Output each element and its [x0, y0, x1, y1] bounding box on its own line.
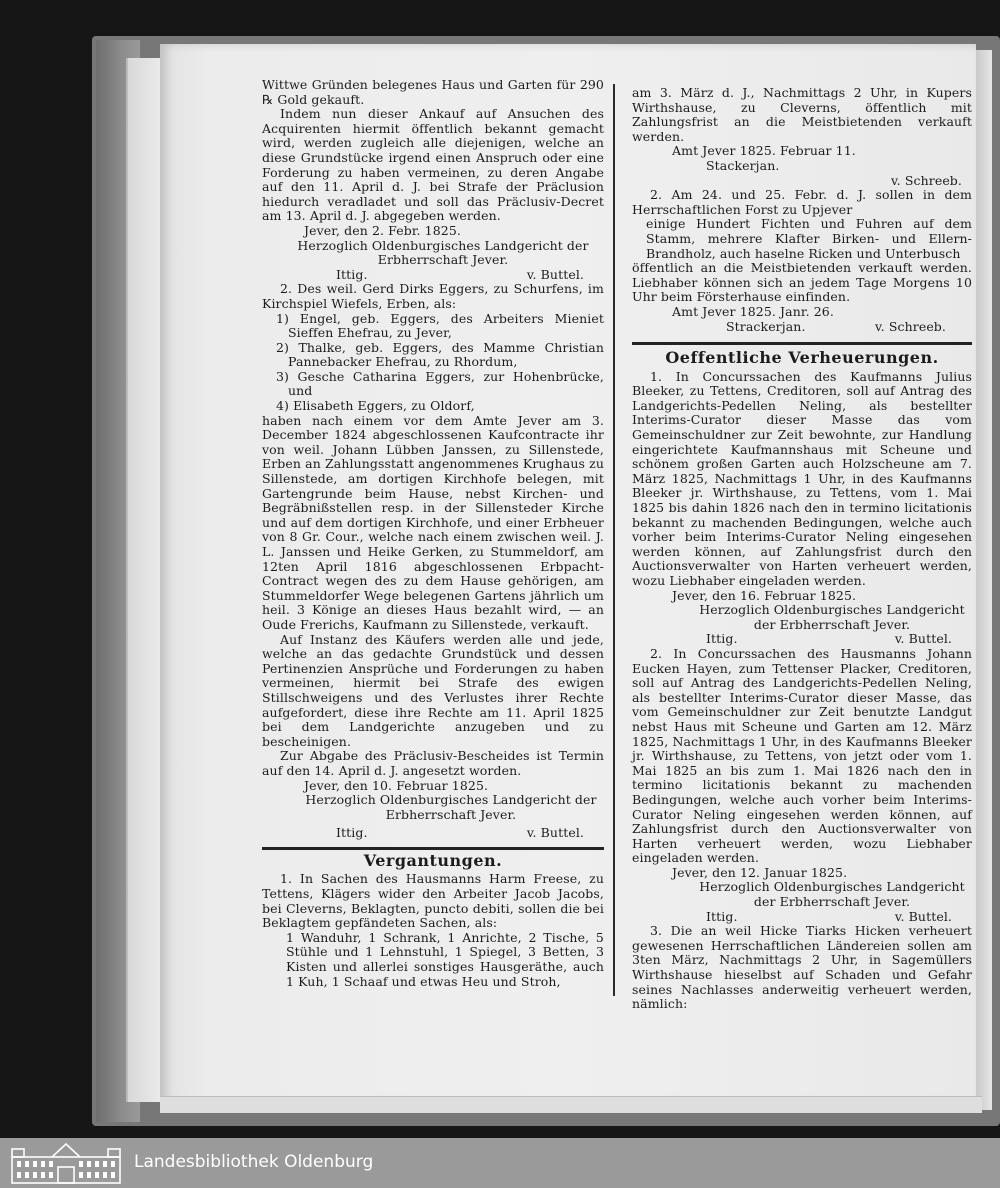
date-line: Amt Jever 1825. Februar 11. — [672, 143, 856, 159]
paragraph: einige Hundert Fichten und Fuhren auf dem Stamm, mehrere Klafter Birken- und Ellern-Brandholz, auch haselne Ricken und Unterbusch — [646, 216, 972, 261]
signature-right: v. Buttel. — [526, 825, 584, 841]
signature-line — [262, 826, 604, 841]
paragraph: 1. In Sachen des Hausmanns Harm Freese, zu Tettens, Klägers wider den Arbeiter Jacob Jacobs, bei Cleverns, Beklagten, puncto debiti, sollen die bei Beklagtem gepfändeten Sachen, als: — [262, 871, 604, 931]
signature-right: v. Buttel. — [526, 266, 584, 282]
signature-left: Ittig. — [336, 266, 368, 282]
paragraph: 3. Die an weil Hicke Tiarks Hicken verheuert gewesenen Herrschaftlichen Ländereien sollen am 3ten März, Nachmittags 2 Uhr, in Sagemüllers Wirthshause hieselbst auf Schaden und Gefahr seines Nachlasses anderweitig verheuert werden, nämlich: — [632, 923, 972, 1012]
date-line: Amt Jever 1825. Janr. 26. — [672, 303, 834, 319]
paragraph: Zur Abgabe des Präclusiv-Bescheides ist Termin auf den 14. April d. J. angesetzt worden. — [262, 748, 604, 778]
paragraph: 1 Wanduhr, 1 Schrank, 1 Anrichte, 2 Tische, 5 Stühle und 1 Lehnstuhl, 1 Spiegel, 3 Betten, 3 Kisten und allerlei sonstiges Hausgeräthe, auch 1 Kuh, 1 Schaaf und etwas Heu und Stroh, — [286, 929, 604, 989]
date-line: Jever, den 2. Febr. 1825. — [304, 222, 461, 238]
signature-line — [632, 632, 972, 647]
signature-right: v. Schreeb. — [891, 172, 962, 188]
heirs-list — [262, 312, 604, 414]
library-building-logo-icon — [8, 1141, 124, 1185]
signature-right: v. Buttel. — [894, 631, 952, 647]
signature-left: Ittig. — [706, 631, 738, 647]
list-item: 2) Thalke, geb. Eggers, des Mamme Christian Pannebacker Ehefrau, zu Rhordum, — [276, 339, 604, 370]
signature-right: v. Schreeb. — [875, 318, 946, 334]
paragraph: öffentlich an die Meistbietenden verkauft werden. Liebhaber können sich an jedem Tage Morgens 10 Uhr beim Försterhause einfinden. — [632, 260, 972, 305]
list-item: 4) Elisabeth Eggers, zu Oldorf, — [276, 398, 475, 414]
date-line: Jever, den 16. Februar 1825. — [672, 587, 857, 603]
signature-line — [632, 910, 972, 925]
court-signature: Herzoglich Oldenburgisches Landgericht der Erbherrschaft Jever. — [699, 879, 965, 910]
signature-left: Strackerjan. — [726, 318, 806, 334]
paragraph: Wittwe Gründen belegenes Haus und Garten für 290 ℞ Gold gekauft. — [262, 77, 604, 107]
page-bottom-edge — [160, 1096, 982, 1113]
date-line: Jever, den 12. Januar 1825. — [672, 864, 848, 880]
paragraph: haben nach einem vor dem Amte Jever am 3. December 1824 abgeschlossenen Kaufcontracte ihr von weil. Johann Lübben Janssen, zu Sillenstede, Erben an Zahlungsstatt angenommenes Krughaus zu Sillenstede, am dortigen Kirchhofe belegen, mit Gartengrunde beim Hause, nebst Kirchen- und Begräbnißstellen resp. in der Sillensteder Kirche und auf dem dortigen Kirchhofe, und einer Erbheuer von 8 Gr. Cour., welche nach einem zwischen weil. J. L. Janssen und Heike Gerken, zu Stummeldorf, am 12ten April 1816 abgeschlossenen Erbpacht-Contract wegen des zu dem Hause gehörigen, am Stummeldorfer Wege belegenen Gartens jährlich um heil. 3 Könige an dieses Haus bezahlt wird, — an Oude Frerichs, Kaufmann zu Sillenstede, verkauft. — [262, 412, 604, 632]
section-heading: Oeffentliche Verheuerungen. — [665, 348, 939, 368]
paragraph: Indem nun dieser Ankauf auf Ansuchen des Acquirenten hiermit öffentlich bekannt gemacht wird, werden zugleich alle diejenigen, welche an diese Grundstücke irgend einen Anspruch oder eine Forderung zu haben vermeinen, zu deren Angabe auf den 11. April d. J. bei Strafe der Präclusion hiedurch veradladet und soll das Präclusiv-Decret am 13. April d. J. abgegeben werden. — [262, 106, 604, 224]
left-column — [262, 78, 604, 989]
right-column — [632, 86, 972, 1012]
signature-line — [262, 268, 604, 283]
paragraph: 1. In Concurssachen des Kaufmanns Julius Bleeker, zu Tettens, Creditoren, soll auf Antrag des Landgerichts-Pedellen Neling, als bestellter Interims-Curator dieser Masse das vom Gemeinschuldner zur Zeit bewohnte, zur Handlung eingerichtete Kaufmannshaus mit Scheune und schönem großen Garten auch Holzscheune am 7. März 1825, Nachmittags 1 Uhr, in des Kaufmanns Bleeker jr. Wirthshause, zu Tettens, vom 1. Mai 1825 bis dahin 1826 nach den in termino licitationis bekannt zu machenden Bedingungen, welche auch vorher beim Interims-Curator Neling eingesehen werden können, auf Zahlungsfrist durch den Auctionsverwalter von Harten verheuert werden, wozu Liebhaber eingeladen werden. — [632, 368, 972, 588]
paragraph: Auf Instanz des Käufers werden alle und jede, welche an das gedachte Grundstück und dessen Pertinenzien Ansprüche und Forderungen zu haben vermeinen, hiermit bei Strafe des ewigen Stillschweigens und des Verlustes ihrer Rechte aufgefordert, diese ihre Rechte am 11. April 1825 bei dem Landgerichte anzugeben und zu bescheinigen. — [262, 631, 604, 749]
list-item: 1) Engel, geb. Eggers, des Arbeiters Mieniet Sieffen Ehefrau, zu Jever, — [276, 310, 604, 341]
page-right-edge — [976, 50, 992, 1110]
court-signature: Herzoglich Oldenburgisches Landgericht der Erbherrschaft Jever. — [699, 602, 965, 632]
signature-right: v. Buttel. — [894, 908, 952, 924]
paragraph: 2. Am 24. und 25. Febr. d. J. sollen in dem Herrschaftlichen Forst zu Upjever — [632, 187, 972, 217]
list-item: 3) Gesche Catharina Eggers, zur Hohenbrücke, und — [276, 368, 604, 399]
date-line: Jever, den 10. Februar 1825. — [304, 777, 489, 793]
signature-left: Stackerjan. — [706, 157, 780, 173]
paragraph: 2. In Concurssachen des Hausmanns Johann Eucken Hayen, zum Tettenser Placker, Creditoren, soll auf Antrag des Landgerichts-Pedellen Neling, als bestellter Interims-Curator dieser Masse, das vom Gemeinschuldner zur Zeit benutzte Landgut nebst Haus mit Scheune und Garten am 12. März 1825, Nachmittags 1 Uhr, in des Kaufmanns Bleeker jr. Wirthshause, zu Tettens, von jetzt oder vom 1. Mai 1825 an bis zum 1. Mai 1826 nach den in termino licitationis bekannt zu machenden Bedingungen, welche auch vorher beim Interims-Curator Neling eingesehen werden können, auf Zahlungsfrist durch den Auctionsverwalter von Harten verheuert werden, wozu Liebhaber eingeladen werden. — [632, 645, 972, 866]
signature-line — [632, 320, 972, 335]
court-signature: Herzoglich Oldenburgisches Landgericht der Erbherrschaft Jever. — [305, 792, 597, 822]
library-name[interactable]: Landesbibliothek Oldenburg — [134, 1152, 374, 1172]
section-rule — [262, 847, 604, 850]
section-rule — [632, 342, 972, 345]
signature-left: Ittig. — [706, 908, 738, 924]
signature-left: Ittig. — [336, 825, 368, 841]
section-heading: Vergantungen. — [363, 850, 503, 870]
column-divider — [613, 84, 615, 996]
court-signature: Herzoglich Oldenburgisches Landgericht der Erbherrschaft Jever. — [297, 237, 589, 268]
paragraph: am 3. März d. J., Nachmittags 2 Uhr, in Kupers Wirthshause, zu Cleverns, öffentlich mit Zahlungsfrist an die Meistbietenden verkauft werden. — [632, 85, 972, 144]
paragraph: 2. Des weil. Gerd Dirks Eggers, zu Schurfens, im Kirchspiel Wiefels, Erben, als: — [262, 281, 604, 311]
